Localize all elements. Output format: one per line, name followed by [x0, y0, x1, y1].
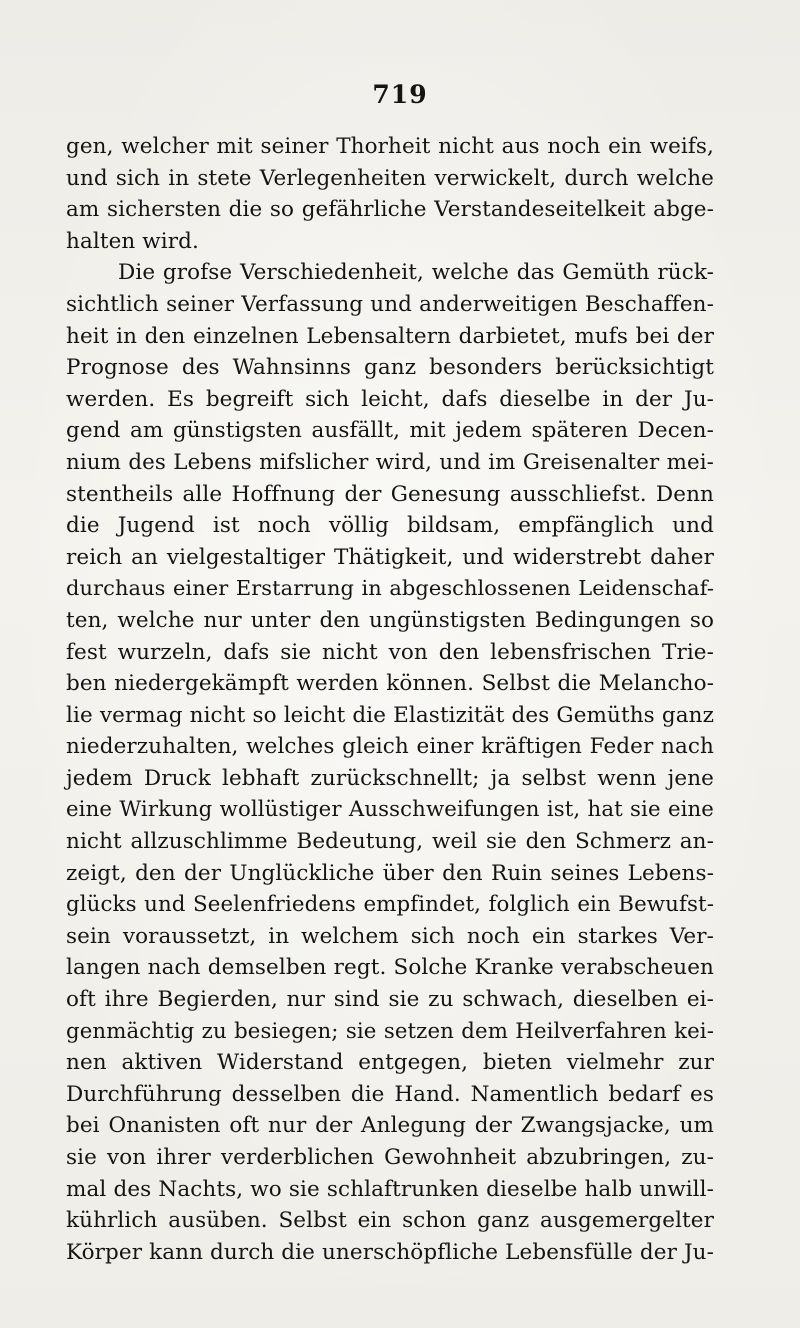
text-line: eine Wirkung wollüstiger Ausschweifungen ist, hat sie eine [66, 797, 714, 823]
text-line: sie von ihrer verderblichen Gewohnheit abzubringen, zu- [66, 1145, 714, 1170]
text-line: kührlich ausüben. Selbst ein schon ganz ausgemergelter [66, 1208, 714, 1234]
text-line: gen, welcher mit seiner Thorheit nicht aus noch ein weifs, [66, 134, 714, 159]
text-line: werden. Es begreift sich leicht, dafs dieselbe in der Ju- [66, 386, 714, 412]
text-line: langen nach demselben regt. Solche Kranke verabscheuen [66, 955, 714, 981]
text-line: durchaus einer Erstarrung in abgeschlossenen Leidenschaf- [66, 576, 714, 601]
text-line: mal des Nachts, wo sie schlaftrunken dieselbe halb unwill- [66, 1176, 714, 1202]
text-line: ben niedergekämpft werden können. Selbst die Melancho- [66, 671, 714, 697]
text-line: reich an vielgestaltiger Thätigkeit, und widerstrebt daher [66, 544, 714, 570]
text-line: stentheils alle Hoffnung der Genesung ausschliefst. Denn [66, 481, 714, 507]
text-line: sein voraussetzt, in welchem sich noch ein starkes Ver- [66, 923, 714, 949]
page-number: 719 [372, 80, 428, 109]
text-line: Durchführung desselben die Hand. Namentlich bedarf es [66, 1081, 714, 1107]
text-line: genmächtig zu besiegen; sie setzen dem Heilverfahren kei- [66, 1018, 714, 1044]
text-line: halten wird. [66, 228, 199, 254]
text-line: und sich in stete Verlegenheiten verwickelt, durch welche [66, 165, 714, 191]
text-line: jedem Druck lebhaft zurückschnellt; ja selbst wenn jene [66, 765, 714, 791]
text-line: niederzuhalten, welches gleich einer kräftigen Feder nach [66, 734, 714, 760]
text-line: gend am günstigsten ausfällt, mit jedem späteren Decen- [66, 418, 714, 444]
body-text [66, 131, 714, 1268]
text-line: fest wurzeln, dafs sie nicht von den lebensfrischen Trie- [66, 639, 714, 665]
text-line: Prognose des Wahnsinns ganz besonders berücksichtigt [66, 355, 714, 381]
paragraph-start-line: Die grofse Verschiedenheit, welche das Gemüth rück- [118, 260, 714, 286]
text-line: sichtlich seiner Verfassung und anderweitigen Beschaffen- [66, 291, 714, 317]
text-line: am sichersten die so gefährliche Verstandeseitelkeit abge- [66, 197, 714, 223]
text-line: nium des Lebens mifslicher wird, und im Greisenalter mei- [66, 449, 714, 475]
text-line: Körper kann durch die unerschöpfliche Lebensfülle der Ju- [66, 1239, 714, 1265]
text-line: lie vermag nicht so leicht die Elastizität des Gemüths ganz [66, 702, 714, 728]
text-line: nicht allzuschlimme Bedeutung, weil sie den Schmerz an- [66, 829, 714, 855]
text-line: oft ihre Begierden, nur sind sie zu schwach, dieselben ei- [66, 987, 714, 1013]
text-line: nen aktiven Widerstand entgegen, bieten vielmehr zur [66, 1050, 714, 1076]
text-line: ten, welche nur unter den ungünstigsten Bedingungen so [66, 607, 714, 633]
text-line: bei Onanisten oft nur der Anlegung der Zwangsjacke, um [66, 1113, 714, 1139]
text-line: glücks und Seelenfriedens empfindet, folglich ein Bewufst- [66, 892, 714, 918]
text-line: die Jugend ist noch völlig bildsam, empfänglich und [66, 513, 714, 539]
text-line: zeigt, den der Unglückliche über den Ruin seines Lebens- [66, 860, 714, 886]
text-line: heit in den einzelnen Lebensaltern darbietet, mufs bei der [66, 323, 714, 349]
